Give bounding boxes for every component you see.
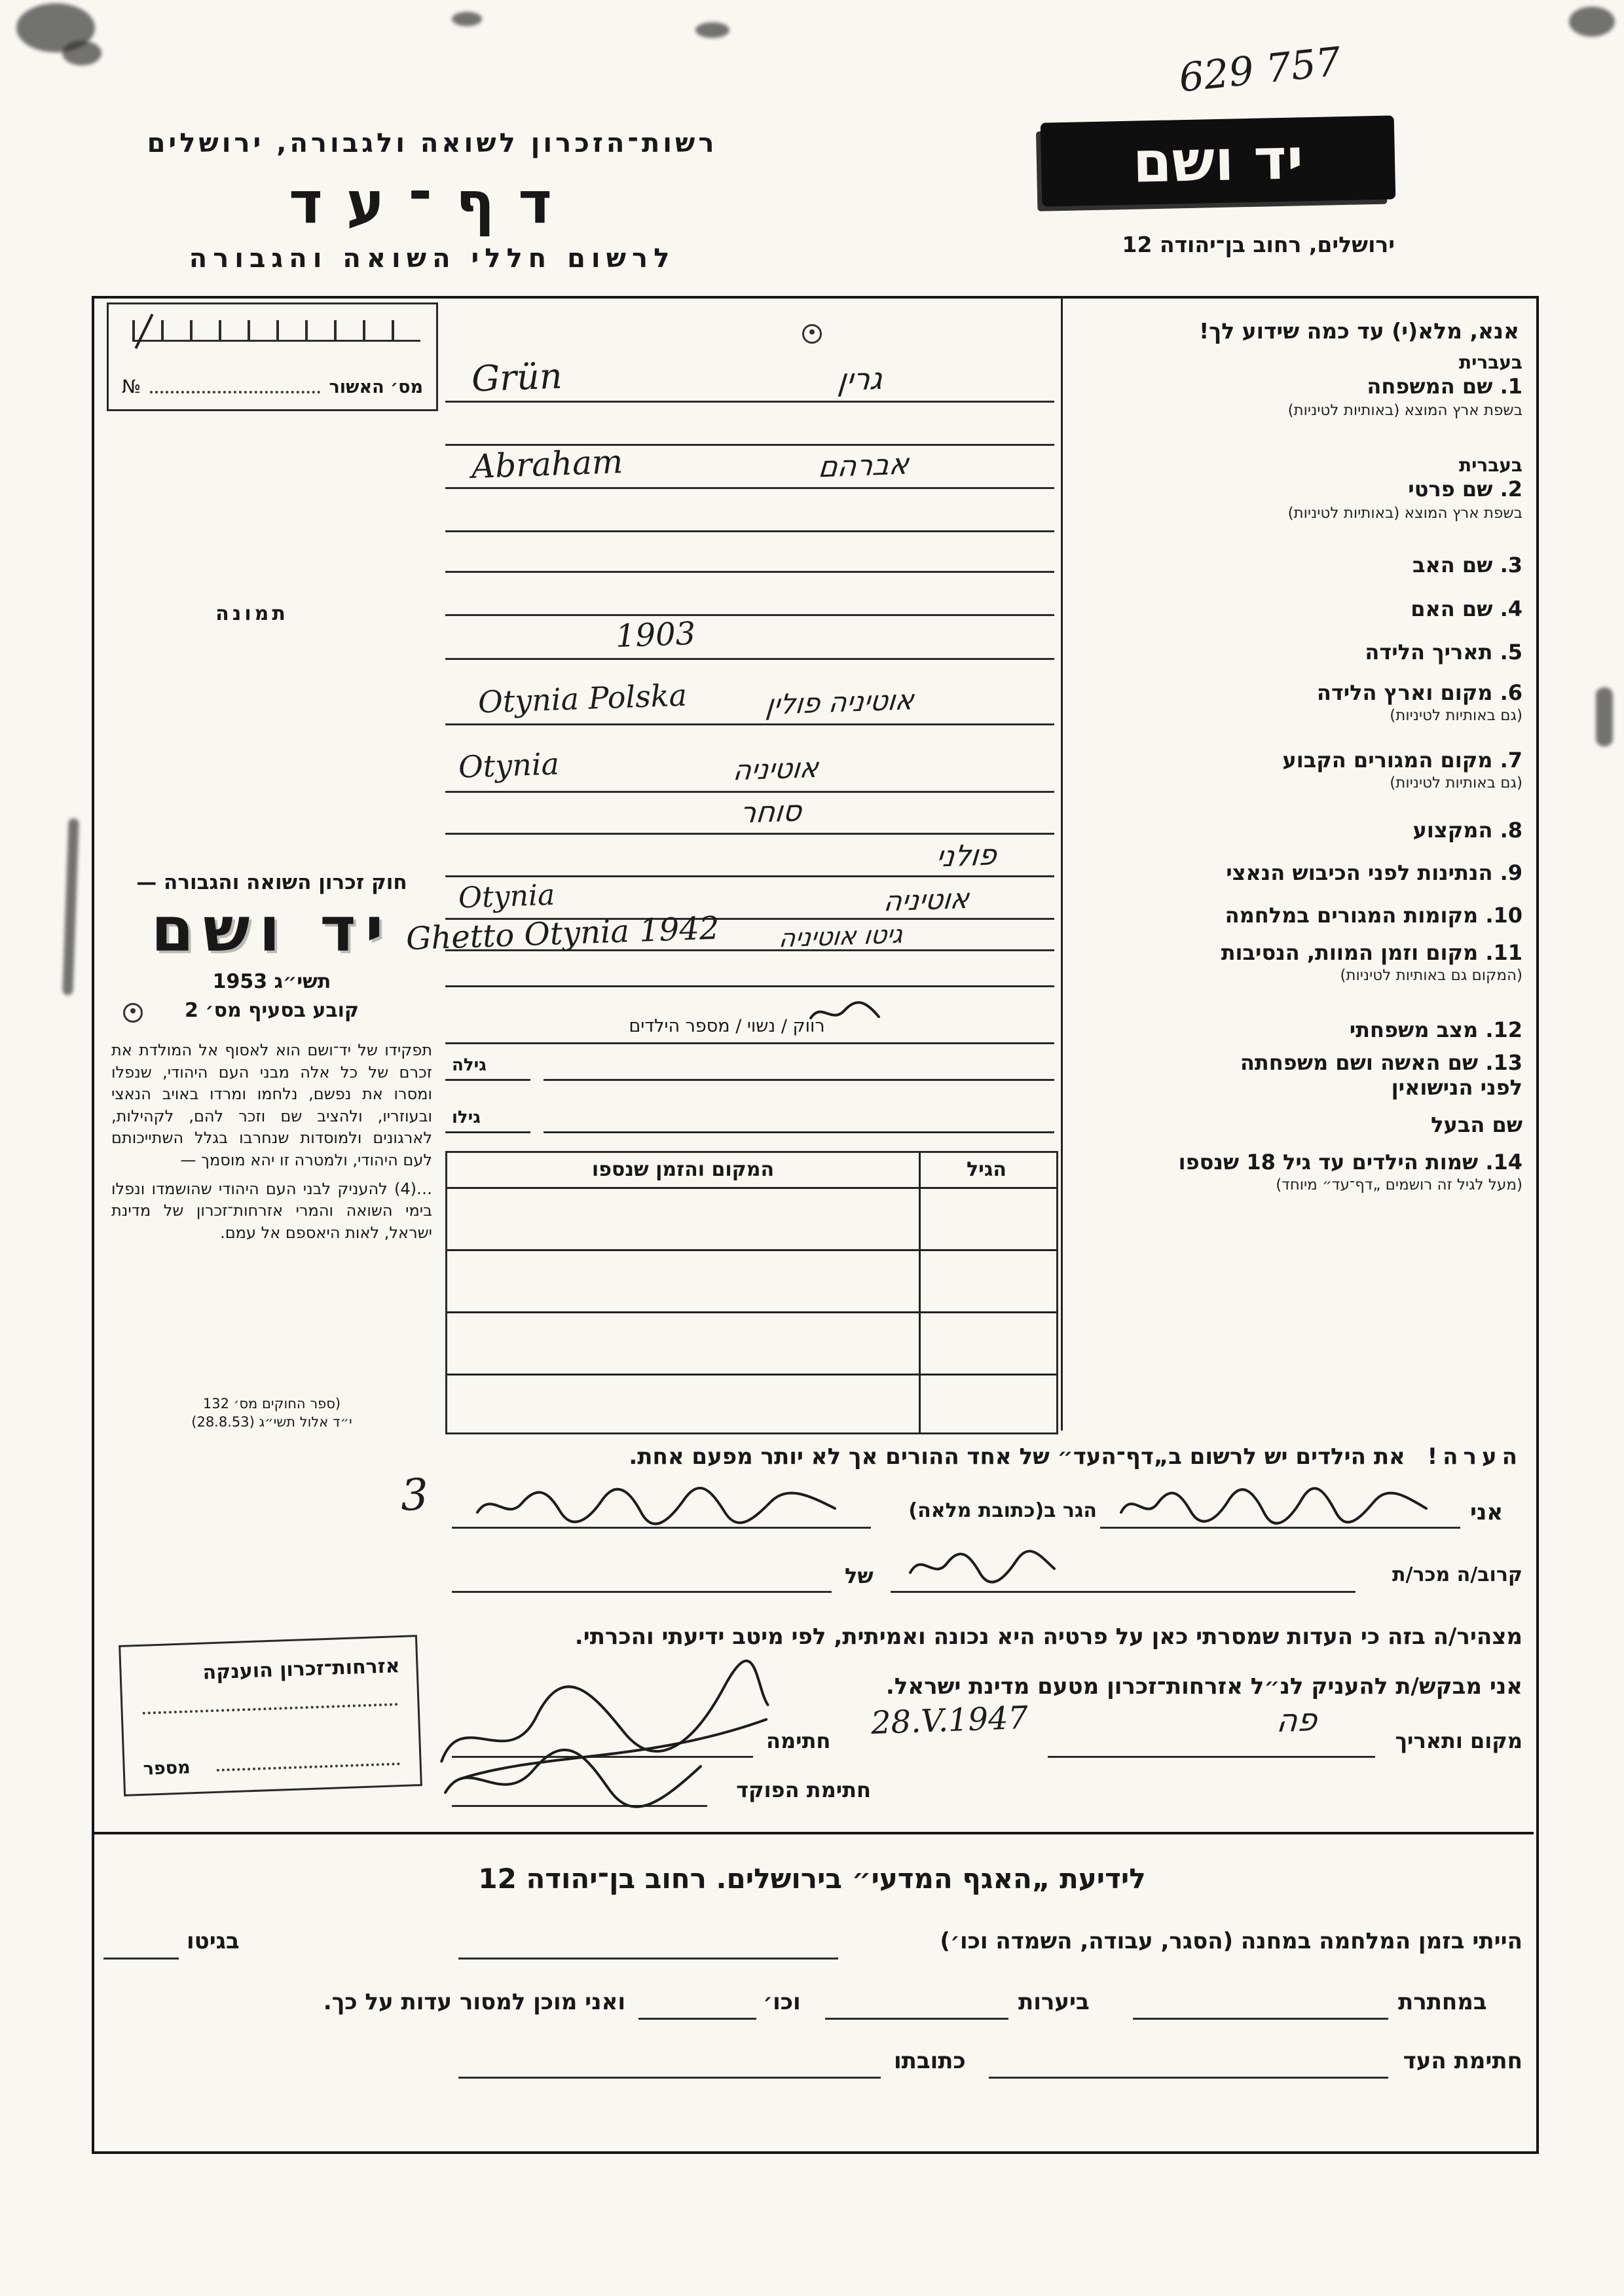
approval-number-box [107, 302, 438, 411]
field-6-label: 6. מקום וארץ הלידה [1316, 680, 1522, 705]
resides-label: הגר ב(כתובת מלאה) [908, 1499, 1097, 1522]
fill-line [544, 1079, 1054, 1081]
children-table-column-divider [919, 1153, 921, 1432]
law-section: קובע בסעיף מס׳ 2 [184, 999, 360, 1022]
handwritten-declarant-name [1113, 1485, 1441, 1525]
field-7-label: 7. מקום המגורים הקבוע [1282, 748, 1522, 773]
handwriting-citizenship: פולני [934, 838, 999, 874]
camps-label: הייתי בזמן המלחמה במחנה (הסגר, עבודה, השמדה וכו׳) [940, 1928, 1522, 1954]
children-table-row-line [447, 1311, 1056, 1313]
relation-label: קרוב/ה מכר/ת [1392, 1563, 1522, 1586]
fill-line [445, 571, 1054, 573]
forests-label: ביערות [1018, 1989, 1090, 2015]
handwriting-residence-latin: Otynia [458, 746, 560, 785]
bottom-section-title: לידיעת „האגף המדעי״ בירושלים. רחוב בן־יהודה 12 [478, 1863, 1146, 1895]
scan-stain [1596, 687, 1613, 746]
handwriting-firstname-latin: Abraham [471, 442, 624, 486]
marital-options: רווק / נשוי / מספר הילדים [629, 1016, 825, 1036]
fill-line [445, 530, 1054, 532]
fill-line [445, 658, 1054, 660]
note-text: את הילדים יש לרשום ב„דף־העד״ של אחד ההורים אך לא יותר מפעם אחת. [629, 1444, 1405, 1470]
children-place-header: המקום והזמן שנספו [591, 1158, 775, 1181]
fill-instruction: אנא, מלא(י) עד כמה שידוע לך! [1199, 318, 1519, 344]
ghetto-line [103, 1958, 179, 1959]
org-name: רשות־הזכרון לשואה ולגבורה, ירושלים [147, 128, 718, 158]
handwriting-residence-hebrew: אוטיניה [731, 751, 821, 787]
approval-label: מס׳ האשור [329, 377, 423, 397]
stamp-number-label: מספר [143, 1757, 191, 1779]
handwriting-profession: סוחר [738, 794, 803, 830]
field-11-sublabel: (המקום גם באותיות לטיניות) [1340, 967, 1522, 984]
approval-number-line [150, 391, 320, 393]
registration-mark-icon [123, 1003, 143, 1023]
of-line [452, 1591, 832, 1593]
stamp-number-dotted-line [217, 1762, 400, 1772]
underground-label: במחתרת [1398, 1989, 1487, 2015]
fill-line [445, 1042, 1054, 1044]
field-1-sublabel: בשפת ארץ המוצא (באותיות לטיניות) [1287, 402, 1522, 419]
place-date-line [1048, 1756, 1375, 1758]
witness-address-line [458, 2077, 881, 2079]
law-body-1: תפקידו של יד־ושם הוא לאסוף אל המולדת את זכרם של כל אלה מבני העם היהודי, שנפלו ומסרו את נפשם, נלחמו ומרדו באויב הנאצי ובעוזריו, ולהציב שם וזכר להם, לקהילות, לארגונים ולמוסדות שנחרבו בגלל השתייכותם לעם היהודי, ולמטרה זו יהא מוסמך — [111, 1041, 432, 1169]
husband-name-label: שם הבעל [1431, 1112, 1522, 1137]
wife-age-label: גילה [452, 1055, 487, 1075]
handwritten-marital-mark [805, 998, 884, 1028]
children-table-row-line [447, 1374, 1056, 1376]
place-date-label: מקום ותאריך [1395, 1728, 1522, 1753]
field-4-label: 4. שם האם [1411, 596, 1522, 621]
camps-line [458, 1958, 838, 1959]
scan-crease [62, 818, 79, 995]
children-table [445, 1151, 1058, 1434]
official-signature-label: חתימת הפוקד [736, 1777, 871, 1802]
ready-to-testify-label: ואני מוכן למסור עדות על כך. [323, 1989, 625, 2015]
citizenship-request: אני מבקש/ת להעניק לנ״ל אזרחות־זכרון מטעם מדינת ישראל. [885, 1673, 1522, 1700]
etc-label: וכו׳ [763, 1989, 801, 2015]
handwriting-war-residence-hebrew: אוטיניה [882, 882, 971, 918]
witness-signature-label: חתימת העד [1403, 2048, 1522, 2074]
underground-line [1133, 2018, 1388, 2020]
field-1-above: בעברית [1458, 352, 1522, 373]
handwriting-birthplace-hebrew: אוטיניה פולין [764, 683, 916, 721]
declaration-statement: מצהיר/ה בזה כי העדות שמסרתי כאן על פרטיה היא נכונה ואמיתית, לפי מיטב ידיעתי והכרתי. [574, 1624, 1522, 1650]
field-14-sublabel: (מעל לגיל זה רושמים „דף־עד״ מיוחד) [1276, 1176, 1522, 1194]
field-7-sublabel: (גם באותיות לטיניות) [1390, 774, 1522, 792]
age-fill-line [445, 1079, 530, 1081]
numero-sign: № [122, 376, 141, 397]
scan-stain [1569, 7, 1615, 37]
handwritten-page-number: 3 [399, 1469, 430, 1521]
signature-label: חתימה [766, 1728, 831, 1753]
fill-line [445, 833, 1054, 835]
witness-signature-line [989, 2077, 1388, 2079]
field-13-label2: לפני הנישואין [1391, 1075, 1522, 1100]
children-age-header: הגיל [967, 1158, 1006, 1181]
law-intro: חוק זכרון השואה והגבורה — [136, 871, 407, 894]
fill-line [445, 487, 1054, 489]
section-divider [92, 1832, 1534, 1834]
children-table-header-line [447, 1187, 1056, 1189]
form-subtitle: לרשום חללי השואה והגבורה [189, 244, 676, 274]
field-8-label: 8. המקצוע [1412, 818, 1522, 843]
law-reference-1: (ספר החוקים מס׳ 132 [202, 1396, 341, 1412]
field-2-above: בעברית [1458, 454, 1522, 476]
scan-stain [452, 12, 482, 26]
org-address: ירושלים, רחוב בן־יהודה 12 [1122, 232, 1395, 257]
handwriting-death-place-latin: Ghetto Otynia 1942 [405, 909, 720, 958]
field-14-label: 14. שמות הילדים עד גיל 18 שנספו [1178, 1150, 1522, 1175]
ghetto-label: בגיטו [187, 1928, 240, 1954]
note-lead: הערה! [1427, 1444, 1522, 1470]
stamp-granted-label: אזרחות־זכרון הוענקה [202, 1654, 401, 1685]
fill-line [445, 791, 1054, 793]
handwriting-surname-hebrew: גרין [836, 360, 885, 398]
handwriting-war-residence-latin: Otynia [458, 878, 556, 915]
age-fill-line [445, 1131, 530, 1133]
handwriting-birth-year: 1903 [615, 615, 697, 655]
husband-age-label: גילו [452, 1108, 481, 1127]
field-10-label: 10. מקומות המגורים במלחמה [1225, 903, 1522, 928]
law-yad-vashem-title: יד ושם [151, 894, 393, 966]
handwritten-declarant-address [468, 1484, 848, 1525]
field-11-label: 11. מקום וזמן המוות, הנסיבות [1221, 940, 1522, 965]
field-9-label: 9. הנתינות לפני הכיבוש הנאצי [1226, 860, 1522, 885]
stamp-dotted-line [143, 1703, 398, 1715]
declarant-name-line [1100, 1527, 1460, 1529]
fill-line [445, 401, 1054, 403]
fill-line [445, 723, 1054, 725]
field-3-label: 3. שם האב [1412, 553, 1522, 577]
fill-line [445, 875, 1054, 877]
handwriting-birthplace-latin: Otynia Polska [477, 677, 688, 720]
handwriting-death-place-hebrew: גיטו אוטיניה [777, 919, 904, 953]
of-label: של [845, 1563, 874, 1588]
law-body-2: …(4) להעניק לבני העם היהודי שהושמדו ונפלו בימי השואה והמרי אזרחות־זכרון של מדינת ישראל, לאות היאספם אל עמם. [111, 1179, 432, 1242]
fill-line [544, 1131, 1054, 1133]
law-reference-2: י״ד אלול תשי״ג (28.8.53) [191, 1414, 352, 1430]
witness-address-label: כתובתו [894, 2048, 966, 2074]
scan-stain [695, 22, 729, 38]
fill-line [445, 985, 1054, 987]
field-2-label: 2. שם פרטי [1408, 477, 1522, 501]
tally-ticks [132, 320, 420, 342]
field-13-label: 13. שם האשה ושם משפחתה [1240, 1050, 1522, 1075]
declarant-address-line [452, 1527, 871, 1529]
field-5-label: 5. תאריך הלידה [1365, 640, 1522, 665]
photo-label: תמונה [215, 602, 289, 625]
handwritten-relation [904, 1546, 1061, 1584]
scan-stain [62, 41, 101, 65]
field-6-sublabel: (גם באותיות לטיניות) [1390, 707, 1522, 724]
handwritten-official-signature [435, 1747, 710, 1815]
law-year: תשי״ג 1953 [212, 970, 331, 993]
handwritten-ref-number: 629 757 [1177, 39, 1344, 101]
yad-vashem-logo: יד ושם [1041, 115, 1396, 206]
registration-mark-icon [802, 324, 822, 344]
handwriting-date: 28.V.1947 [870, 1699, 1029, 1742]
form-title: דף־עד [289, 169, 576, 236]
handwriting-surname-latin: Grün [470, 355, 563, 400]
handwriting-firstname-hebrew: אברהם [817, 447, 911, 484]
forests-line [825, 2018, 1008, 2020]
citizenship-stamp-box [119, 1635, 422, 1796]
children-table-row-line [447, 1249, 1056, 1251]
field-12-label: 12. מצב משפחתי [1349, 1017, 1522, 1042]
declarant-i-label: אני [1470, 1499, 1504, 1525]
relation-line [891, 1591, 1356, 1593]
fill-line [445, 614, 1054, 616]
field-2-sublabel: בשפת ארץ המוצא (באותיות לטיניות) [1287, 505, 1522, 522]
label-column-divider [1061, 296, 1063, 1430]
field-1-label: 1. שם המשפחה [1367, 374, 1522, 399]
etc-line [638, 2018, 756, 2020]
handwriting-place: פה [1275, 1701, 1320, 1740]
